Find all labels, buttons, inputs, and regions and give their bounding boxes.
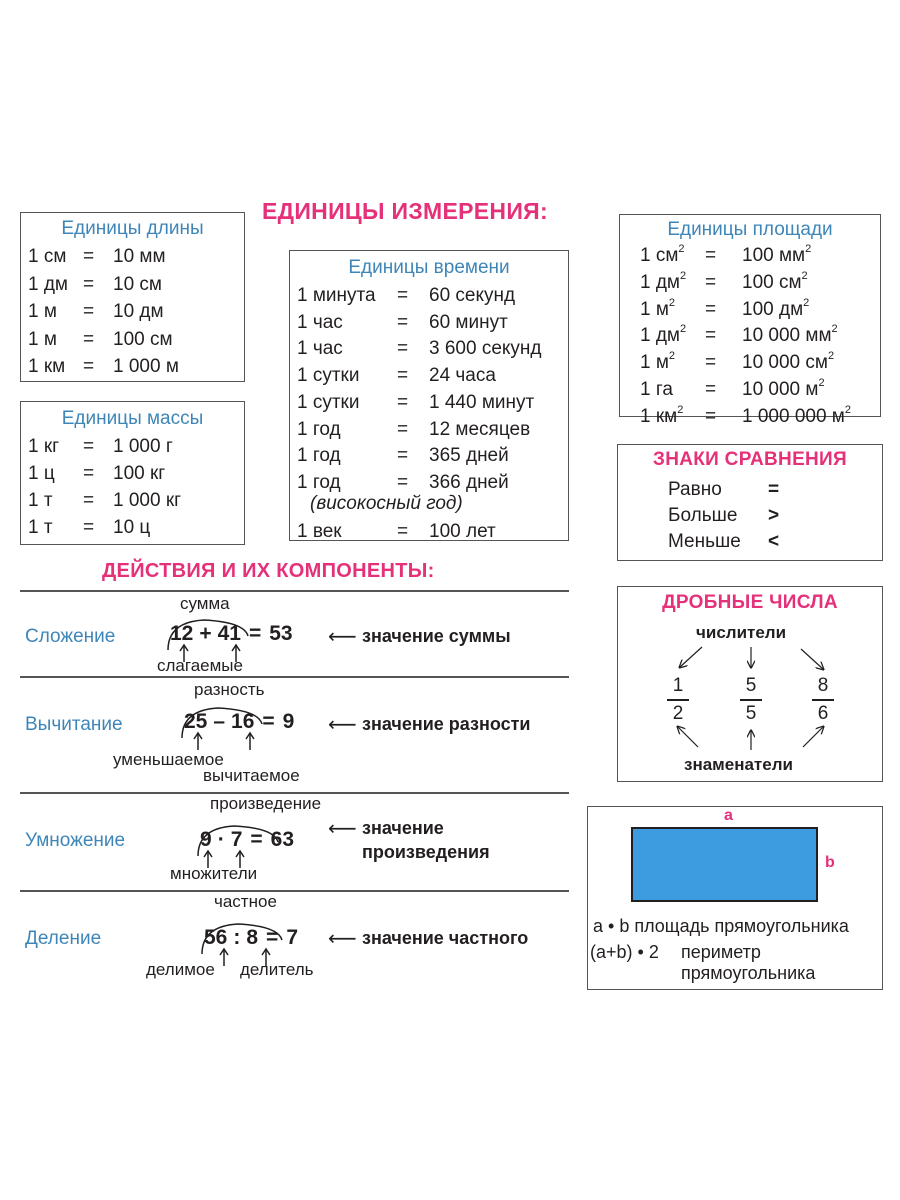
superscript: 2 (668, 296, 676, 309)
time-units-box (289, 250, 569, 541)
superscript: 2 (680, 269, 687, 282)
result-label: значение суммы (362, 626, 511, 646)
unit-left: 1 минута (297, 285, 376, 306)
operand-a: 9 (200, 828, 212, 851)
operator: + (199, 622, 212, 645)
superscript: 2 (844, 403, 851, 416)
unit-left: 1 т (28, 490, 53, 511)
equals-sign: = (397, 520, 409, 542)
operation-row (0, 590, 570, 690)
length-units-title: Единицы длины (61, 218, 204, 239)
result-label: значение разности (362, 714, 531, 734)
component-label-1: уменьшаемое (113, 750, 224, 769)
comparison-sign: = (768, 479, 780, 500)
superscript: 2 (668, 350, 676, 363)
unit-left: 1 см (28, 246, 67, 267)
operations-title: ДЕЙСТВИЯ И ИХ КОМПОНЕНТЫ: (102, 560, 435, 582)
superscript: 2 (677, 403, 684, 416)
equals-sign: = (397, 365, 409, 387)
equals-sign: = (83, 301, 95, 322)
unit-right: 100 $см^2$ (742, 269, 808, 293)
numerator: 8 (817, 675, 829, 696)
unit-left: 1 $м^2$ (640, 296, 676, 320)
equals-sign: = (83, 490, 95, 511)
unit-left: 1 га (640, 379, 673, 400)
equals-sign: = (397, 311, 409, 333)
unit-right: 1 000 м (113, 356, 179, 377)
equals-sign: = (705, 352, 717, 374)
equals-sign: = (705, 271, 717, 293)
unit-right: 10 000 $см^2$ (742, 350, 835, 374)
operand-a: 56 (204, 926, 228, 949)
arrow-to-denominator-1 (678, 727, 698, 747)
unit-right: 10 000 $мм^2$ (742, 323, 838, 347)
equals-sign: = (83, 463, 95, 484)
equals-sign: = (83, 328, 95, 350)
result-label: значение частного (362, 928, 529, 948)
unit-right: 1 000 г (113, 436, 173, 457)
rectangle-box (587, 806, 883, 990)
result-label: значение (362, 818, 444, 838)
equation (184, 710, 294, 734)
arrow-to-numerator-3 (801, 649, 823, 669)
operand-b: 41 (217, 622, 241, 645)
superscript: 2 (803, 296, 810, 309)
comparison-sign: < (768, 531, 780, 552)
unit-left: 1 час (297, 338, 343, 360)
superscript: 2 (805, 243, 812, 255)
unit-right: 10 мм (113, 246, 166, 267)
length-units-box (20, 212, 245, 382)
operator: · (217, 828, 225, 851)
unit-left: 1 $дм^2$ (640, 323, 687, 347)
denominator: 2 (672, 702, 684, 724)
left-arrow-icon: ⟵ (328, 626, 357, 648)
equals-sign: = (397, 418, 409, 440)
unit-right: 24 часа (429, 365, 496, 387)
mass-units-title: Единицы массы (61, 408, 204, 429)
left-arrow-icon: ⟵ (328, 818, 357, 840)
unit-right: 3 600 секунд (429, 338, 542, 360)
unit-left: 1 сутки (297, 391, 360, 413)
equals-sign: = (705, 245, 717, 266)
superscript: 2 (818, 377, 825, 389)
operation-row (0, 676, 570, 785)
equals-sign: = (397, 285, 409, 306)
result-term: разность (194, 680, 265, 699)
time-units-title: Единицы времени (348, 257, 510, 278)
equals-sign: = (83, 246, 95, 267)
superscript: 2 (831, 323, 838, 336)
operation-name: Умножение (25, 830, 126, 851)
equation (170, 622, 293, 646)
equation (204, 926, 298, 950)
leap-year-note: (високосный год) (310, 493, 463, 514)
equals-sign: = (83, 517, 95, 538)
unit-right: 100 $дм^2$ (742, 296, 810, 320)
unit-right: 100 лет (429, 520, 496, 542)
operand-a: 12 (170, 622, 194, 645)
equals: = (250, 828, 263, 851)
numerator: 5 (745, 675, 757, 696)
fraction-arrows (618, 587, 884, 783)
unit-left: 1 год (297, 471, 341, 493)
operation-row (0, 890, 570, 990)
equals: = (248, 622, 262, 645)
equals-sign: = (83, 436, 95, 457)
component-label-2: делитель (240, 960, 314, 979)
comparison-name: Меньше (668, 531, 741, 552)
unit-right: 10 дм (113, 301, 164, 322)
unit-left: 1 т (28, 517, 53, 538)
superscript: 2 (827, 350, 835, 363)
result: 63 (270, 828, 294, 851)
superscript: 2 (678, 243, 685, 255)
arrow-to-numerator-1 (680, 647, 702, 667)
unit-right: 100 кг (113, 463, 166, 484)
component-label-1: множители (170, 864, 258, 883)
unit-right: 1 000 000 $м^2$ (742, 403, 851, 427)
numerators-label: числители (696, 623, 787, 642)
unit-right: 12 месяцев (429, 418, 531, 440)
unit-left: 1 $м^2$ (640, 350, 676, 374)
superscript: 2 (680, 323, 687, 336)
unit-left: 1 $дм^2$ (640, 269, 687, 293)
rectangle-shape (631, 827, 818, 902)
left-arrow-icon: ⟵ (328, 714, 357, 736)
area-units-box (619, 214, 881, 427)
operator: : (233, 926, 241, 949)
result: 7 (286, 926, 298, 949)
unit-left: 1 м (28, 301, 57, 322)
unit-left: 1 год (297, 418, 341, 440)
comparison-name: Больше (668, 505, 738, 526)
result-term: частное (214, 892, 277, 911)
unit-right: 100 см (113, 328, 173, 350)
equals-sign: = (705, 298, 717, 320)
numerator: 1 (672, 675, 684, 696)
unit-right: 60 секунд (429, 285, 516, 306)
equals-sign: = (705, 379, 717, 400)
denominators-label: знаменатели (684, 755, 793, 774)
equals: = (262, 710, 275, 733)
comparison-title: ЗНАКИ СРАВНЕНИЯ (653, 449, 847, 470)
equals-sign: = (705, 405, 717, 427)
perimeter-text-1: периметр (681, 942, 761, 962)
equals-sign: = (397, 391, 409, 413)
unit-left: 1 ц (28, 463, 55, 484)
equals-sign: = (705, 325, 717, 347)
unit-right: 10 ц (113, 517, 151, 538)
equation (200, 828, 294, 852)
perimeter-formula: (a+b) • 2 (590, 942, 659, 962)
result-term: произведение (210, 794, 322, 813)
operation-name: Деление (25, 928, 102, 949)
operand-b: 16 (231, 710, 255, 733)
equals-sign: = (397, 338, 409, 360)
component-label-2: вычитаемое (203, 766, 300, 785)
fractions-box (617, 586, 883, 782)
equals-sign: = (83, 356, 95, 377)
unit-left: 1 $см^2$ (640, 243, 685, 266)
mass-units-box (20, 401, 245, 545)
operand-a: 25 (184, 710, 208, 733)
result-term: сумма (180, 594, 230, 613)
unit-left: 1 час (297, 311, 343, 333)
result: 9 (282, 710, 295, 733)
area-units-title: Единицы площади (667, 219, 833, 240)
operand-b: 7 (230, 828, 243, 851)
fractions-title: ДРОБНЫЕ ЧИСЛА (662, 592, 838, 613)
denominator: 5 (745, 702, 757, 724)
unit-left: 1 кг (28, 436, 60, 457)
arrow-to-denominator-3 (803, 727, 823, 747)
side-b-label: b (825, 854, 835, 871)
superscript: 2 (801, 269, 808, 282)
equals: = (266, 926, 279, 949)
perimeter-text-2: прямоугольника (681, 963, 816, 983)
equals-sign: = (397, 471, 409, 493)
unit-left: 1 км (28, 356, 66, 377)
component-label-1: делимое (146, 960, 215, 979)
comparison-signs-box (617, 444, 883, 561)
unit-right: 100 $мм^2$ (742, 243, 812, 266)
area-formula: a • b площадь прямоугольника (593, 916, 849, 936)
comparison-name: Равно (668, 479, 722, 500)
unit-left: 1 год (297, 445, 341, 467)
unit-left: 1 $км^2$ (640, 403, 684, 427)
equals-sign: = (397, 445, 409, 467)
left-arrow-icon: ⟵ (328, 928, 357, 950)
comparison-sign: > (768, 505, 780, 526)
denominator: 6 (817, 702, 829, 724)
unit-right: 1 440 минут (429, 391, 535, 413)
unit-right: 1 000 кг (113, 490, 182, 511)
side-a-label: a (724, 807, 733, 824)
unit-left: 1 м (28, 328, 57, 350)
unit-right: 10 см (113, 273, 162, 295)
equals-sign: = (83, 273, 95, 295)
operation-name: Вычитание (25, 714, 123, 735)
unit-left: 1 сутки (297, 365, 360, 387)
operation-row (0, 792, 570, 892)
operation-name: Сложение (25, 626, 116, 647)
unit-right: 10 000 $м^2$ (742, 377, 825, 400)
unit-left: 1 век (297, 520, 342, 542)
result: 53 (269, 622, 293, 645)
result-label-line2: произведения (362, 842, 490, 862)
unit-right: 365 дней (429, 445, 509, 467)
unit-right: 60 минут (429, 311, 508, 333)
operand-b: 8 (246, 926, 259, 949)
component-label-1: слагаемые (157, 656, 243, 675)
unit-right: 366 дней (429, 471, 509, 493)
unit-left: 1 дм (28, 273, 68, 295)
page-title: ЕДИНИЦЫ ИЗМЕРЕНИЯ: (262, 198, 548, 224)
operator: – (213, 710, 226, 733)
